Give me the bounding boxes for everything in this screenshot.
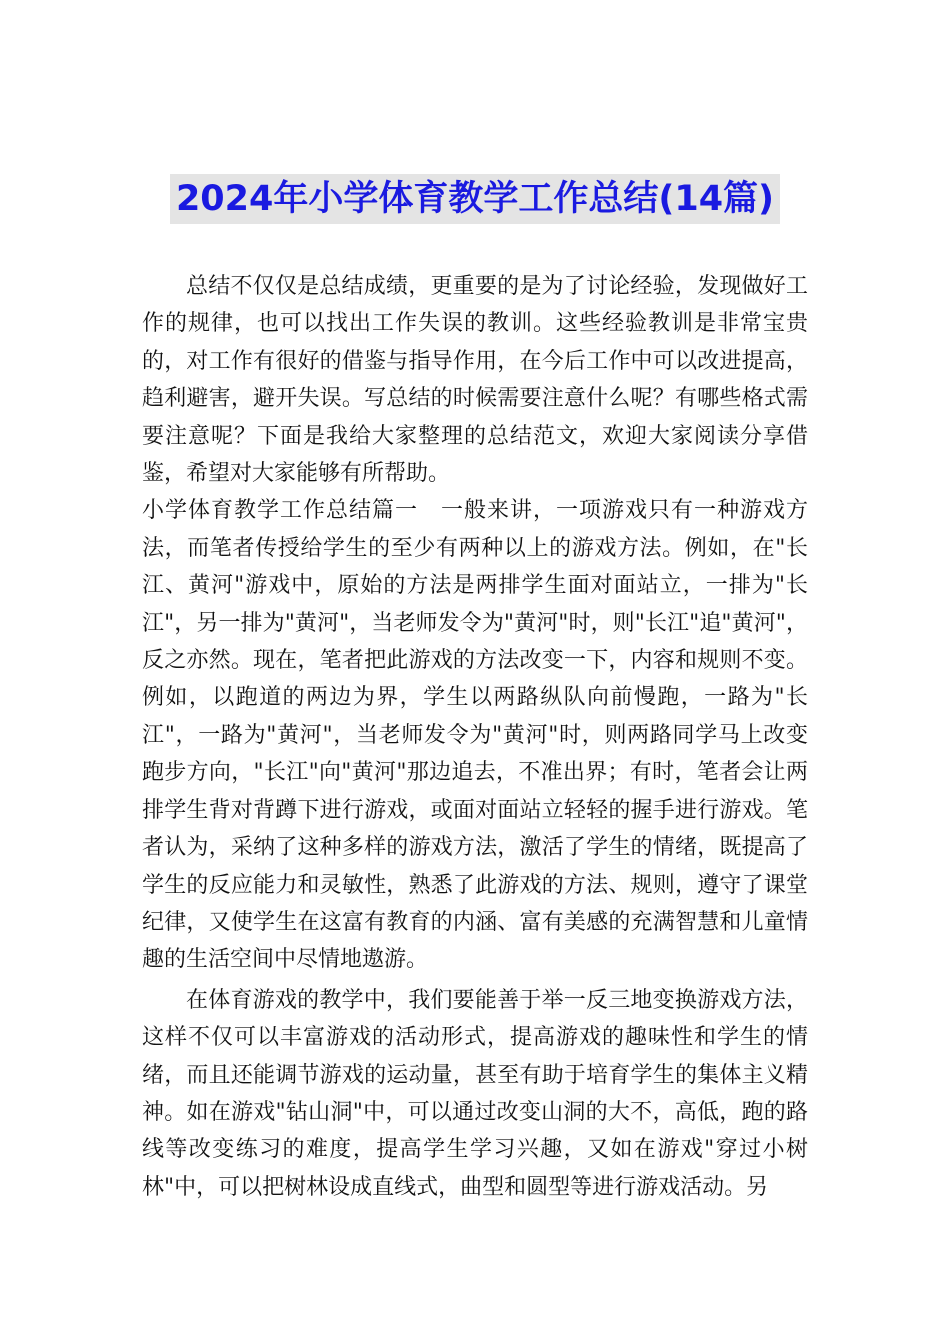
document-body bbox=[142, 268, 808, 1206]
intro-paragraph: 总结不仅仅是总结成绩，更重要的是为了讨论经验，发现做好工作的规律，也可以找出工作失误的教训。这些经验教训是非常宝贵的，对工作有很好的借鉴与指导作用，在今后工作中可以改进提高，趋利避害，避开失误。写总结的时候需要注意什么呢？有哪些格式需要注意呢？下面是我给大家整理的总结范文，欢迎大家阅读分享借鉴，希望对大家能够有所帮助。 bbox=[142, 274, 808, 487]
title-container bbox=[0, 174, 950, 224]
body-paragraph: 在体育游戏的教学中，我们要能善于举一反三地变换游戏方法，这样不仅可以丰富游戏的活动形式，提高游戏的趣味性和学生的情绪，而且还能调节游戏的运动量，甚至有助于培育学生的集体主义精神。如在游戏"钻山洞"中，可以通过改变山洞的大不，高低，跑的路线等改变练习的难度，提高学生学习兴趣，又如在游戏"穿过小树林"中，可以把树林设成直线式，曲型和圆型等进行游戏活动。另 bbox=[142, 987, 808, 1200]
section-one-paragraph: 小学体育教学工作总结篇一 一般来讲，一项游戏只有一种游戏方法，而笔者传授给学生的至少有两种以上的游戏方法。例如，在"长江、黄河"游戏中，原始的方法是两排学生面对面站立，一排为"长江"，另一排为"黄河"，当老师发令为"黄河"时，则"长江"追"黄河"，反之亦然。现在，笔者把此游戏的方法改变一下，内容和规则不变。例如，以跑道的两边为界，学生以两路纵队向前慢跑，一路为"长江"，一路为"黄河"，当老师发令为"黄河"时，则两路同学马上改变跑步方向，"长江"向"黄河"那边追去，不准出界；有时，笔者会让两排学生背对背蹲下进行游戏，或面对面站立轻轻的握手进行游戏。笔者认为，采纳了这种多样的游戏方法，激活了学生的情绪，既提高了学生的反应能力和灵敏性，熟悉了此游戏的方法、规则，遵守了课堂纪律，又使学生在这富有教育的内涵、富有美感的充满智慧和儿童情趣的生活空间中尽情地遨游。 bbox=[142, 498, 808, 973]
document-title: 2024年小学体育教学工作总结(14篇) bbox=[170, 174, 780, 224]
